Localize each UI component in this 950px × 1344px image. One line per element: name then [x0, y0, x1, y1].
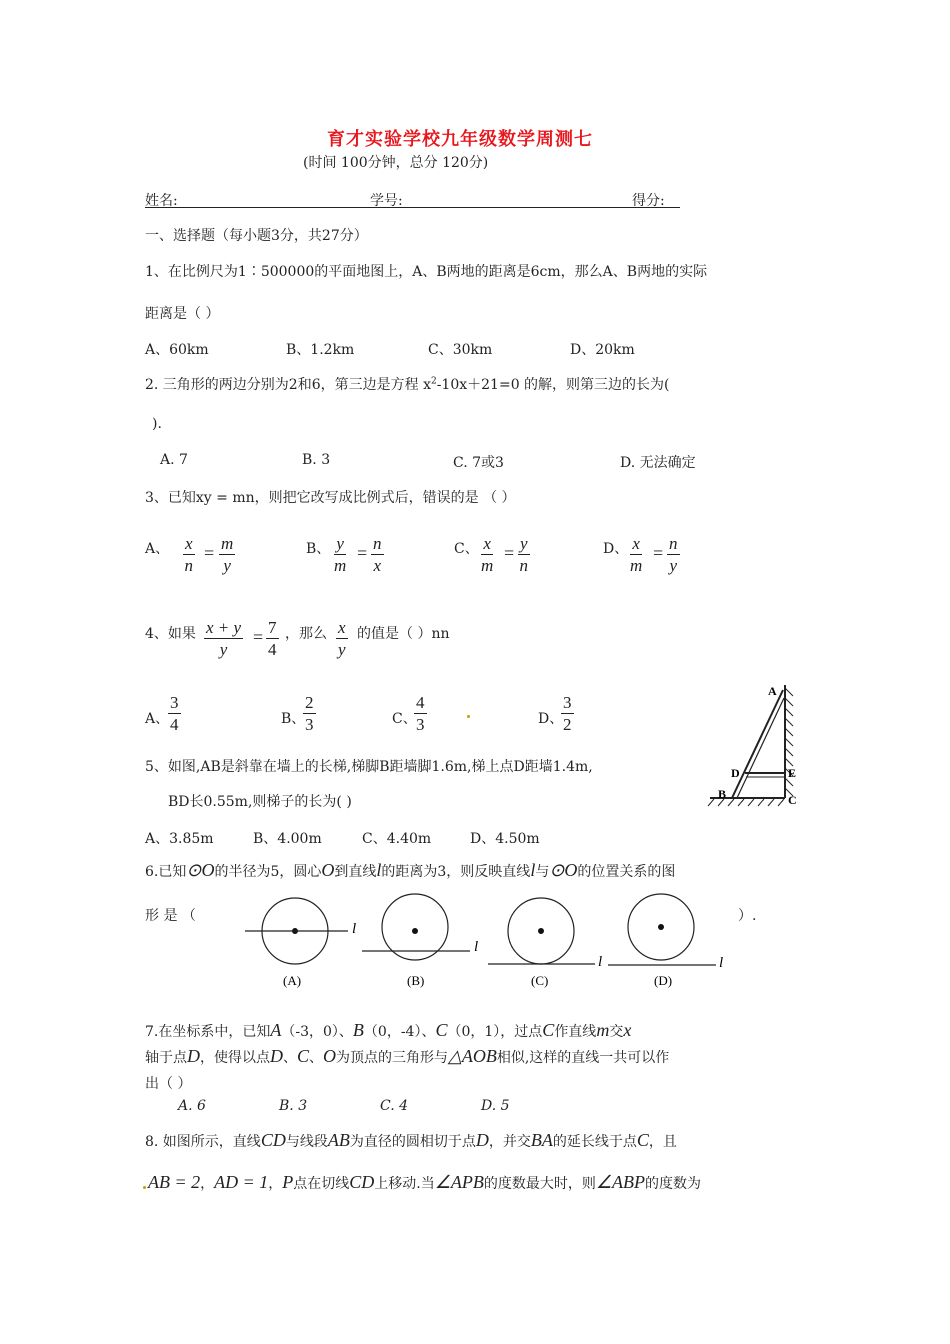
q1-option-d: D、20km — [570, 342, 635, 358]
den: m — [481, 556, 494, 575]
ladder-figure — [700, 680, 810, 810]
q4-option-c — [414, 693, 427, 736]
q6-b: 的半径为5，圆心 — [214, 864, 322, 880]
q7-option-c: C. 4 — [380, 1098, 409, 1114]
q8-l2d: ， — [268, 1176, 283, 1192]
q8-p1: 8. 如图所示，直线 — [145, 1134, 261, 1150]
point-p: P — [282, 1172, 294, 1192]
q8-l2f: 上移动.当 — [374, 1176, 435, 1192]
point-c: C — [435, 1020, 448, 1040]
point-d-2: D — [270, 1046, 283, 1066]
axis-x: x — [623, 1020, 632, 1040]
q7-l2c: 、 — [283, 1050, 297, 1066]
stray-dot — [467, 715, 470, 718]
caption-a: (A) — [283, 973, 302, 988]
q4-prefix: 4、如果 — [145, 626, 196, 642]
q5-option-c: C、4.40m — [362, 831, 432, 847]
num: 7 — [268, 618, 277, 637]
den: 4 — [170, 715, 179, 734]
q8-p4: ，并交 — [488, 1134, 531, 1150]
den: y — [669, 556, 678, 575]
q3-c-left — [481, 534, 493, 577]
equals-sign: = — [253, 627, 264, 647]
q7-p1: 7.在坐标系中，已知 — [145, 1024, 271, 1040]
q5-option-d: D、4.50m — [470, 831, 540, 847]
den: n — [184, 556, 194, 575]
q3-a-left — [183, 534, 195, 577]
q8-l2g: 的度数最大时，则 — [483, 1176, 596, 1192]
q4-option-d-label: D、 — [538, 711, 564, 727]
q3-b-left — [334, 534, 346, 577]
q1-text-2: 距离是（ ） — [145, 306, 220, 322]
line-label-d: l — [719, 955, 724, 971]
q2-option-b: B. 3 — [302, 452, 331, 468]
q7-option-b: B. 3 — [279, 1098, 308, 1114]
q7-a-coord: （-3，0）、 — [281, 1024, 353, 1040]
circle-o-symbol: ⊙O — [186, 860, 215, 880]
segment-ab: AB — [327, 1130, 350, 1150]
num: 3 — [563, 693, 572, 712]
num: 4 — [416, 693, 425, 712]
q5-option-a: A、3.85m — [145, 831, 214, 847]
q3-option-d-label: D、 — [603, 541, 629, 557]
equals-sign: = — [504, 543, 515, 563]
ad-equals: AD = 1 — [214, 1172, 269, 1192]
q1-option-a: A、60km — [145, 342, 209, 358]
q8-l2e: 点在切线 — [293, 1176, 350, 1192]
label-e: E — [788, 766, 797, 780]
angle-abp: ∠ABP — [595, 1172, 645, 1192]
q2-option-c: C. 7或3 — [453, 455, 504, 471]
ladder-line — [732, 690, 783, 798]
q4-lhs — [204, 618, 243, 661]
q7-option-a: A. 6 — [178, 1098, 206, 1114]
triangle-aob: △AOB — [448, 1046, 497, 1066]
q3-c-right — [518, 534, 530, 577]
equals-sign: = — [357, 543, 368, 563]
q7-p3: 交 — [609, 1024, 624, 1040]
point-c-2: C — [542, 1020, 555, 1040]
ladder-line-inner — [737, 698, 784, 798]
center-dot-d — [658, 924, 664, 930]
num: n — [373, 534, 382, 553]
den: n — [519, 556, 529, 575]
den: m — [630, 556, 643, 575]
q2-exponent: 2 — [430, 376, 437, 387]
point-o: O — [323, 1046, 337, 1066]
q7-l2f: 相似,这样的直线一共可以作 — [496, 1050, 670, 1066]
den: x — [373, 556, 382, 575]
den: 3 — [305, 715, 314, 734]
q7-text — [145, 1020, 631, 1041]
q2-text-a: 2. 三角形的两边分别为2和6，第三边是方程 x — [145, 377, 431, 393]
q6-e: 与 — [535, 864, 550, 880]
q4-option-a-label: A、 — [145, 711, 170, 727]
q5-text: 5、如图,AB是斜靠在墙上的长梯,梯脚B距墙脚1.6m,梯上点D距墙1.4m, — [145, 759, 593, 775]
q6-text — [145, 860, 675, 881]
q2-text — [145, 374, 670, 394]
q8-text-2 — [148, 1172, 701, 1193]
exam-subtitle: (时间 100分钟，总分 120分) — [303, 155, 489, 171]
q1-option-c: C、30km — [428, 342, 493, 358]
q8-p3: 为直径的圆相切于点 — [349, 1134, 476, 1150]
point-c-3: C — [297, 1046, 310, 1066]
segment-ba: BA — [530, 1130, 553, 1150]
circle-o-symbol-2: ⊙O — [549, 860, 578, 880]
q7-l2d: 、 — [309, 1050, 324, 1066]
line-label-b: l — [474, 939, 479, 955]
den: 3 — [416, 715, 425, 734]
q6-a: 6.已知 — [145, 864, 187, 880]
ab-equals: AB = 2 — [148, 1172, 201, 1192]
point-c: C — [636, 1130, 649, 1150]
num: 2 — [305, 693, 314, 712]
q3-text: 3、已知xy = mn，则把它改写成比例式后，错误的是 （ ） — [145, 490, 516, 506]
num: x — [481, 534, 493, 555]
num: 3 — [170, 693, 179, 712]
caption-d: (D) — [654, 973, 673, 988]
q7-option-d: D. 5 — [481, 1098, 510, 1114]
q6-text-2: 形 是 （ — [145, 908, 196, 924]
center-o: O — [321, 860, 335, 880]
q6-figures — [240, 895, 740, 995]
score-label: 得分: — [632, 193, 665, 209]
q3-a-right — [219, 534, 235, 577]
q8-l2b: ， — [200, 1176, 215, 1192]
q7-text-3: 出（ ） — [145, 1076, 192, 1092]
q6-c: 到直线 — [334, 864, 377, 880]
q4-option-c-label: C、 — [392, 711, 417, 727]
id-label: 学号: — [370, 193, 403, 209]
line-l: l — [376, 860, 382, 880]
q3-option-c-label: C、 — [454, 541, 479, 557]
q7-l2a: 轴于点 — [145, 1050, 187, 1066]
q1-text: 1、在比例尺为1∶500000的平面地图上，A、B两地的距离是6cm，那么A、B两地的实际 — [145, 264, 708, 280]
q3-option-b-label: B、 — [306, 541, 331, 557]
angle-apb: ∠APB — [434, 1172, 484, 1192]
den: m — [334, 556, 347, 575]
label-c: C — [788, 793, 797, 807]
num: x — [338, 618, 346, 637]
point-b: B — [352, 1020, 364, 1040]
equals-sign: = — [653, 543, 664, 563]
label-a: A — [768, 684, 777, 698]
line-l-2: l — [530, 860, 536, 880]
name-label: 姓名: — [145, 193, 178, 209]
q6-f: 的位置关系的图 — [577, 864, 676, 880]
num: y — [520, 534, 528, 553]
q2-text-2: ). — [152, 416, 162, 432]
q3-d-right — [667, 534, 680, 577]
circle-b — [382, 894, 448, 960]
q4-option-b-label: B、 — [281, 711, 306, 727]
q8-p6: ，且 — [648, 1134, 677, 1150]
q4-option-b — [303, 693, 316, 736]
center-dot-c — [538, 928, 544, 934]
q7-l2b: ，使得以点 — [200, 1050, 270, 1066]
q8-l2h: 的度数为 — [645, 1176, 701, 1192]
line-label-c: l — [598, 954, 603, 970]
q2-option-a: A. 7 — [160, 452, 188, 468]
den: 2 — [563, 715, 572, 734]
line-m: m — [596, 1020, 610, 1040]
stray-dot-2 — [143, 1186, 146, 1189]
q3-d-left — [630, 534, 642, 577]
line-cd: CD — [260, 1130, 286, 1150]
q4-rhs — [266, 618, 279, 661]
num: x — [185, 534, 193, 553]
q3-option-a-label: A、 — [145, 541, 170, 557]
label-b: B — [718, 787, 727, 801]
q3-b-right — [371, 534, 384, 577]
den: y — [223, 556, 231, 575]
caption-c: (C) — [531, 973, 549, 988]
section-heading: 一、选择题（每小题3分，共27分） — [145, 228, 368, 244]
q7-text-2 — [145, 1046, 669, 1067]
num: y — [334, 534, 346, 555]
q4-ask — [336, 618, 348, 661]
q7-c-coord: （0，1），过点 — [447, 1024, 543, 1040]
point-a: A — [270, 1020, 282, 1040]
point-d: D — [475, 1130, 489, 1150]
den: y — [338, 640, 346, 659]
q2-text-b: -10x＋21=0 的解，则第三边的长为( — [436, 377, 670, 393]
q4-mid: ，那么 — [285, 626, 327, 642]
line-label-a: l — [352, 921, 357, 937]
q5-text-2: BD长0.55m,则梯子的长为( ) — [168, 794, 352, 810]
num: n — [669, 534, 678, 553]
q1-option-b: B、1.2km — [286, 342, 355, 358]
q4-option-a — [168, 693, 181, 736]
line-cd-2: CD — [349, 1172, 375, 1192]
point-d: D — [187, 1046, 200, 1066]
q4-option-d — [561, 693, 574, 736]
equals-sign: = — [204, 543, 215, 563]
den: y — [219, 640, 228, 659]
label-d: D — [731, 766, 740, 780]
q7-p2: 作直线 — [554, 1024, 597, 1040]
q8-p2: 与线段 — [285, 1134, 328, 1150]
q6-text-3: ）. — [738, 908, 757, 924]
q7-b-coord: （0，-4）、 — [363, 1024, 436, 1040]
q8-p5: 的延长线于点 — [552, 1134, 637, 1150]
center-dot-b — [412, 928, 418, 934]
num: m — [221, 534, 234, 553]
num: x — [630, 534, 642, 555]
q7-l2e: 为顶点的三角形与 — [336, 1050, 449, 1066]
caption-b: (B) — [407, 973, 425, 988]
page-title: 育才实验学校九年级数学周测七 — [327, 129, 593, 150]
header-underline — [145, 207, 680, 208]
den: 4 — [268, 640, 277, 659]
q5-option-b: B、4.00m — [253, 831, 322, 847]
q6-d: 的距离为3，则反映直线 — [381, 864, 531, 880]
q8-text — [145, 1130, 677, 1151]
q4-suffix: 的值是（ ）nn — [357, 626, 450, 642]
q2-option-d: D. 无法确定 — [620, 455, 696, 471]
num: x + y — [206, 618, 242, 637]
